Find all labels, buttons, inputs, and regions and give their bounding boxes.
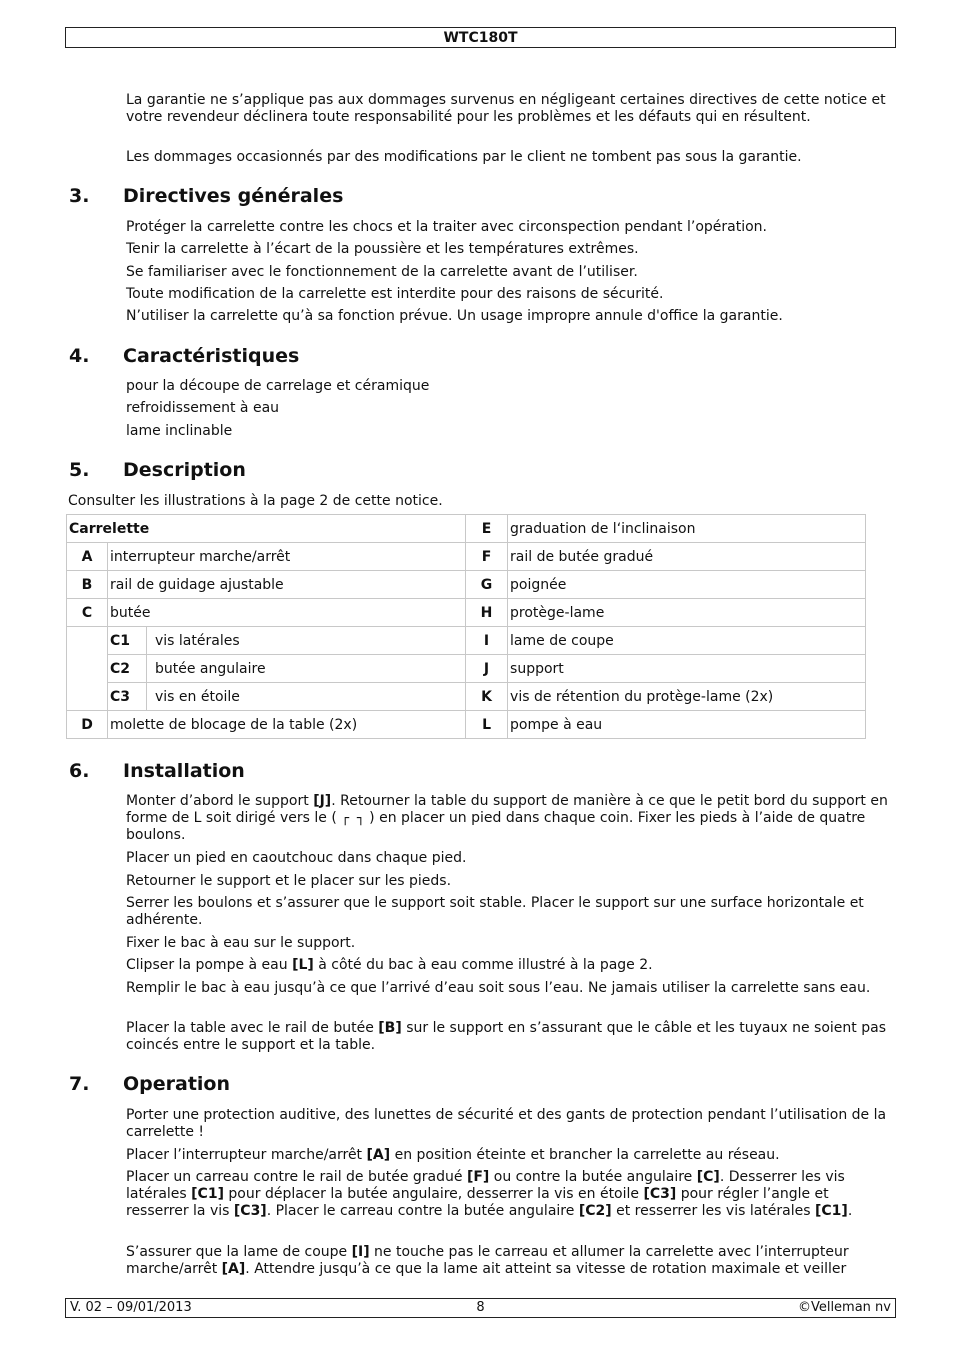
parts-table bbox=[66, 514, 866, 739]
section-title: Description bbox=[123, 459, 246, 481]
part-label: support bbox=[508, 655, 866, 683]
part-key: C bbox=[67, 599, 108, 627]
part-label: interrupteur marche/arrêt bbox=[108, 543, 466, 571]
copyright: ©Velleman nv bbox=[797, 1300, 891, 1315]
table-row bbox=[67, 655, 866, 683]
part-label: graduation de l‘inclinaison bbox=[508, 515, 866, 543]
part-key: I bbox=[466, 627, 508, 655]
part-label: vis en étoile bbox=[147, 683, 466, 711]
s6-paragraph: Clipser la pompe à eau [L] à côté du bac à eau comme illustré à la page 2. bbox=[126, 957, 653, 973]
s6-paragraph: Monter d’abord le support [J]. Retourner la table du support de manière à ce que le petit bord du support en forme de L soit dirigé vers le ( ┌ ┐ ) en placer un pied dans chaque coin. Fixer les pieds à l’aide de quatre boulons. bbox=[126, 793, 888, 843]
section-title: Operation bbox=[123, 1073, 231, 1095]
part-key: H bbox=[466, 599, 508, 627]
section-number: 5. bbox=[69, 459, 90, 481]
section-number: 4. bbox=[69, 345, 90, 367]
part-label: butée angulaire bbox=[147, 655, 466, 683]
page-footer bbox=[65, 1298, 896, 1318]
table-row bbox=[67, 571, 866, 599]
section-7-heading bbox=[69, 1073, 230, 1095]
part-label: rail de guidage ajustable bbox=[108, 571, 466, 599]
section-title: Directives générales bbox=[123, 185, 344, 207]
s3-item: N’utiliser la carrelette qu’à sa fonction prévue. Un usage impropre annule d'office la garantie. bbox=[126, 308, 783, 324]
part-key: G bbox=[466, 571, 508, 599]
part-key: J bbox=[466, 655, 508, 683]
part-label: vis de rétention du protège-lame (2x) bbox=[508, 683, 866, 711]
part-key: L bbox=[466, 711, 508, 739]
page-number: 8 bbox=[476, 1300, 485, 1315]
description-intro: Consulter les illustrations à la page 2 de cette notice. bbox=[68, 493, 443, 509]
table-row bbox=[67, 599, 866, 627]
table-row bbox=[67, 683, 866, 711]
s4-item: refroidissement à eau bbox=[126, 400, 280, 416]
s6-paragraph: Placer la table avec le rail de butée [B] sur le support en s’assurant que le câble et les tuyaux ne soient pas coincés entre le support et la table. bbox=[126, 1020, 886, 1053]
part-key: E bbox=[466, 515, 508, 543]
part-key: C1 bbox=[108, 627, 147, 655]
s3-item: Toute modification de la carrelette est interdite pour des raisons de sécurité. bbox=[126, 286, 664, 302]
s6-paragraph: Remplir le bac à eau jusqu’à ce que l’arrivé d’eau soit sous l’eau. Ne jamais utiliser la carrelette sans eau. bbox=[126, 980, 871, 996]
part-key: F bbox=[466, 543, 508, 571]
section-5-heading bbox=[69, 459, 246, 481]
section-6-heading bbox=[69, 760, 245, 782]
s7-paragraph: Porter une protection auditive, des lunettes de sécurité et des gants de protection pendant l’utilisation de la carrelette ! bbox=[126, 1107, 887, 1140]
part-label: pompe à eau bbox=[508, 711, 866, 739]
part-label: lame de coupe bbox=[508, 627, 866, 655]
section-number: 7. bbox=[69, 1073, 90, 1095]
s7-paragraph: Placer un carreau contre le rail de butée gradué [F] ou contre la butée angulaire [C]. Desserrer les vis latérales [C1] pour déplacer la butée angulaire, desserrer la vis en étoile [C3] pour régler l’angle et resserrer la vis [C3]. Placer le carreau contre la butée angulaire [C2] et resserrer les vis latérales [C1]. bbox=[126, 1169, 853, 1219]
s3-item: Protéger la carrelette contre les chocs et la traiter avec circonspection pendant l’opération. bbox=[126, 219, 767, 235]
empty-cell bbox=[67, 627, 108, 711]
version-date: V. 02 – 09/01/2013 bbox=[70, 1300, 192, 1315]
section-number: 6. bbox=[69, 760, 90, 782]
part-label: butée bbox=[108, 599, 466, 627]
part-label: protège-lame bbox=[508, 599, 866, 627]
part-label: vis latérales bbox=[147, 627, 466, 655]
s6-paragraph: Fixer le bac à eau sur le support. bbox=[126, 935, 356, 951]
s4-item: pour la découpe de carrelage et céramique bbox=[126, 378, 430, 394]
section-number: 3. bbox=[69, 185, 90, 207]
part-key: K bbox=[466, 683, 508, 711]
table-row bbox=[67, 515, 866, 543]
part-label: rail de butée gradué bbox=[508, 543, 866, 571]
part-key: D bbox=[67, 711, 108, 739]
part-key: C3 bbox=[108, 683, 147, 711]
s3-item: Se familiariser avec le fonctionnement de la carrelette avant de l’utiliser. bbox=[126, 264, 638, 280]
part-key: B bbox=[67, 571, 108, 599]
table-row bbox=[67, 711, 866, 739]
section-title: Installation bbox=[123, 760, 245, 782]
part-key: C2 bbox=[108, 655, 147, 683]
part-key: A bbox=[67, 543, 108, 571]
s3-item: Tenir la carrelette à l’écart de la poussière et les températures extrêmes. bbox=[126, 241, 639, 257]
part-label: molette de blocage de la table (2x) bbox=[108, 711, 466, 739]
section-3-heading bbox=[69, 185, 343, 207]
s6-paragraph: Retourner le support et le placer sur les pieds. bbox=[126, 873, 452, 889]
part-label: poignée bbox=[508, 571, 866, 599]
table-header: Carrelette bbox=[67, 515, 466, 543]
section-title: Caractéristiques bbox=[123, 345, 300, 367]
intro-paragraph-1: La garantie ne s’applique pas aux dommages survenus en négligeant certaines directives de cette notice et votre revendeur déclinera toute responsabilité pour les problèmes et les défauts qui en résultent. bbox=[126, 92, 886, 125]
s7-paragraph: S’assurer que la lame de coupe [I] ne touche pas le carreau et allumer la carrelette avec l’interrupteur marche/arrêt [A]. Attendre jusqu’à ce que la lame ait atteint sa vitesse de rotation maximale et veiller bbox=[126, 1244, 849, 1277]
page-header bbox=[65, 27, 896, 48]
s7-paragraph: Placer l’interrupteur marche/arrêt [A] en position éteinte et brancher la carrelette au réseau. bbox=[126, 1147, 780, 1163]
s6-paragraph: Serrer les boulons et s’assurer que le support soit stable. Placer le support sur une surface horizontale et adhérente. bbox=[126, 895, 864, 928]
l-corner-glyph: ┌ ┐ bbox=[341, 811, 365, 826]
section-4-heading bbox=[69, 345, 299, 367]
model-name: WTC180T bbox=[443, 30, 518, 46]
table-row bbox=[67, 627, 866, 655]
s6-paragraph: Placer un pied en caoutchouc dans chaque pied. bbox=[126, 850, 467, 866]
s4-item: lame inclinable bbox=[126, 423, 233, 439]
intro-paragraph-2: Les dommages occasionnés par des modifications par le client ne tombent pas sous la garantie. bbox=[126, 149, 802, 165]
table-row bbox=[67, 543, 866, 571]
